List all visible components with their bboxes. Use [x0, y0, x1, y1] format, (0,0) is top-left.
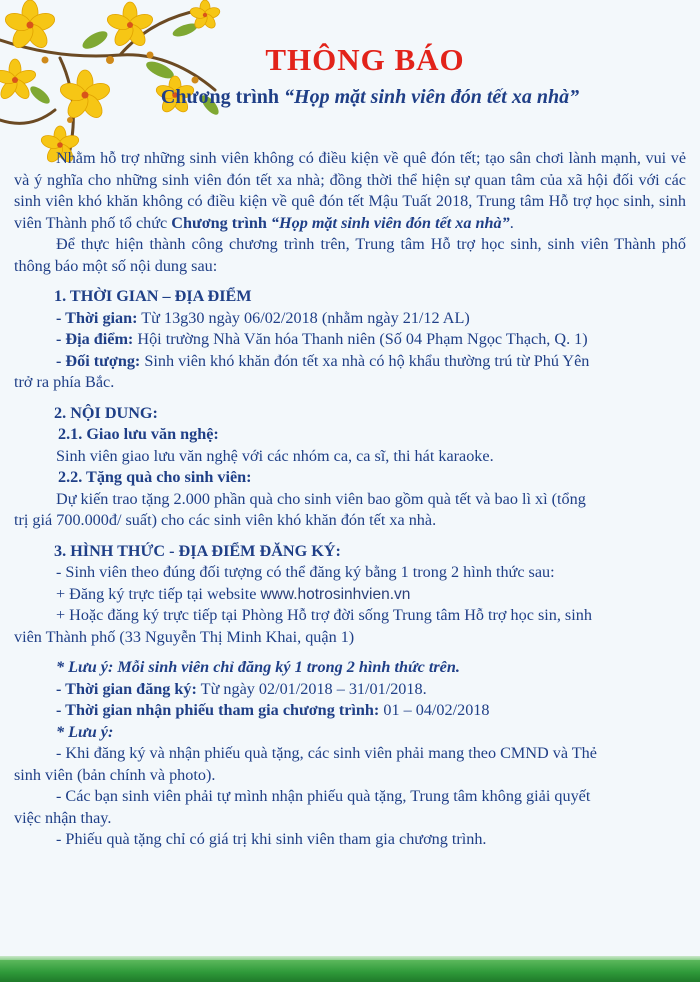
target-label: - Đối tượng: — [56, 351, 141, 370]
note-1: * Lưu ý: Mỗi sinh viên chỉ đăng ký 1 trong 2 hình thức trên. — [56, 658, 460, 676]
announcement-body — [14, 148, 686, 851]
time-row — [56, 308, 686, 330]
registration-time-row — [56, 679, 686, 701]
target-value: Sinh viên khó khăn đón tết xa nhà có hộ khẩu thường trú từ Phú Yên — [140, 351, 590, 370]
intro-text: Nhằm hỗ trợ những sinh viên không có điều kiện về quê đón tết; tạo sân chơi lành mạnh, vui vẻ và ý nghĩa cho những sinh viên đón tết xa nhà; đồng thời thể hiện sự quan tâm của xã hội đối với các sinh viên khó khăn không có điều kiện về quê đón tết Mậu Tuất 2018, Trung tâm Hỗ trợ học sinh, sinh viên Thành phố tổ chức — [14, 149, 686, 232]
section-3-heading: 3. HÌNH THỨC - ĐỊA ĐIỂM ĐĂNG KÝ: — [54, 541, 341, 560]
section-2-1-text: Sinh viên giao lưu văn nghệ với các nhóm ca, ca sĩ, thi hát karaoke. — [56, 446, 494, 465]
note-2: * Lưu ý: — [56, 722, 114, 741]
place-row — [56, 329, 686, 351]
intro-end: . — [509, 213, 514, 232]
registration-time-label: - Thời gian đăng ký: — [56, 679, 197, 698]
section-2-2-heading: 2.2. Tặng quà cho sinh viên: — [58, 468, 252, 486]
receive-time-label: - Thời gian nhận phiếu tham gia chương trình: — [56, 701, 380, 719]
section-3-line-3: + Hoặc đăng ký trực tiếp tại Phòng Hỗ trợ đời sống Trung tâm Hỗ trợ học sin, sinh — [56, 606, 592, 624]
note-bullet-2: - Các bạn sinh viên phải tự mình nhận phiếu quà tặng, Trung tâm không giải quyết — [56, 787, 591, 805]
section-1-heading: 1. THỜI GIAN – ĐỊA ĐIỂM — [54, 287, 252, 305]
subtitle-program-name: “Họp mặt sinh viên đón tết xa nhà” — [284, 86, 580, 108]
subtitle-prefix: Chương trình — [160, 86, 285, 108]
intro-program-name: “Họp mặt sinh viên đón tết xa nhà” — [270, 213, 510, 232]
section-2-1-heading: 2.1. Giao lưu văn nghệ: — [58, 425, 219, 443]
section-3-line-3-cont: viên Thành phố (33 Nguyễn Thị Minh Khai, quận 1) — [14, 627, 355, 646]
section-3-line-1: - Sinh viên theo đúng đối tượng có thể đăng ký bằng 1 trong 2 hình thức sau: — [56, 563, 555, 581]
page-title: THÔNG BÁO — [265, 42, 465, 77]
receive-time-row — [56, 700, 686, 722]
target-row-cont: trở ra phía Bắc. — [14, 373, 115, 391]
website-prefix: + Đăng ký trực tiếp tại website — [56, 584, 261, 603]
receive-time-value: 01 – 04/02/2018 — [379, 701, 490, 719]
section-3-line-2 — [56, 584, 686, 606]
registration-time-value: Từ ngày 02/01/2018 – 31/01/2018. — [196, 679, 427, 698]
section-2-2-text-cont: trị giá 700.000đ/ suất) cho các sinh viên khó khăn đón tết xa nhà. — [14, 511, 437, 529]
time-value: Từ 13g30 ngày 06/02/2018 (nhằm ngày 21/12 AL) — [137, 308, 470, 327]
note-bullet-1: - Khi đăng ký và nhận phiếu quà tặng, các sinh viên phải mang theo CMND và Thẻ — [56, 744, 597, 762]
page-subtitle — [0, 86, 700, 109]
intro-paragraph — [14, 148, 686, 234]
target-row — [56, 351, 686, 373]
website-link[interactable]: www.hotrosinhvien.vn — [260, 585, 411, 603]
intro-program-label: Chương trình — [171, 213, 271, 232]
note-bullet-2-cont: việc nhận thay. — [14, 808, 112, 827]
section-2-2-text: Dự kiến trao tặng 2.000 phần quà cho sinh viên bao gồm quà tết và bao lì xì (tổng — [56, 489, 586, 508]
intro-paragraph-2: Để thực hiện thành công chương trình trên, Trung tâm Hỗ trợ học sinh, sinh viên Thành phố thông báo một số nội dung sau: — [14, 235, 686, 275]
section-2-heading: 2. NỘI DUNG: — [54, 403, 158, 422]
note-bullet-3: - Phiếu quà tặng chỉ có giá trị khi sinh viên tham gia chương trình. — [56, 830, 487, 848]
place-label: - Địa điểm: — [56, 330, 134, 348]
footer-bar — [0, 960, 700, 982]
place-value: Hội trường Nhà Văn hóa Thanh niên (Số 04 Phạm Ngọc Thạch, Q. 1) — [133, 330, 588, 348]
time-label: - Thời gian: — [56, 308, 138, 327]
note-bullet-1-cont: sinh viên (bản chính và photo). — [14, 765, 216, 784]
